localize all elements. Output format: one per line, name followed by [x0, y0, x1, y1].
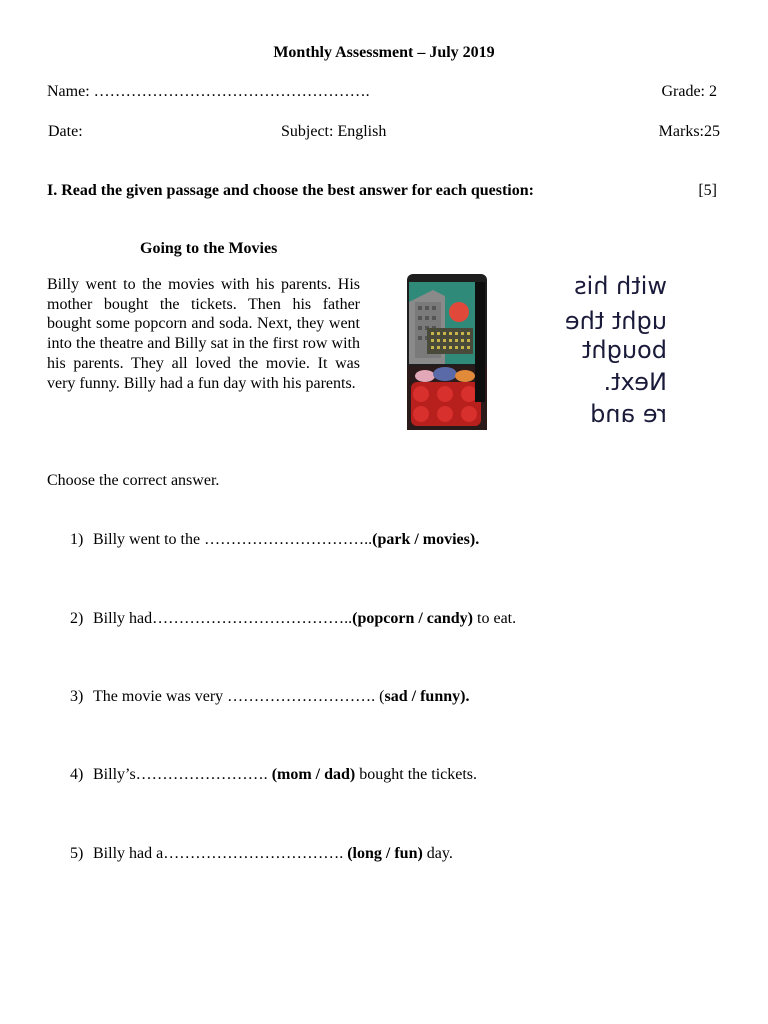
theater-phone-image	[407, 274, 487, 430]
question-text: Billy went to the …………………………..	[93, 531, 373, 548]
marks-label: Marks:25	[658, 123, 720, 140]
question-text: The movie was very ………………………. (	[93, 688, 385, 705]
mirrored-text-graphic	[565, 272, 667, 428]
question-3	[70, 688, 469, 706]
section-marks: [5]	[698, 182, 717, 199]
name-label: Name:	[47, 83, 90, 100]
question-2	[70, 610, 516, 628]
svg-text:re and: re and	[590, 400, 667, 428]
name-line	[47, 83, 370, 101]
page-title: Monthly Assessment – July 2019	[273, 44, 495, 61]
question-options: (popcorn / candy)	[352, 610, 474, 627]
question-text-end: day.	[422, 845, 453, 862]
question-options: (long / fun)	[347, 845, 423, 862]
question-options: (park / movies).	[372, 531, 480, 548]
passage-title: Going to the Movies	[140, 240, 278, 257]
grade-label: Grade: 2	[661, 83, 717, 100]
question-text: Billy had………………………………..	[93, 610, 353, 627]
question-text-end: to eat.	[473, 610, 517, 627]
question-number: 4)	[70, 766, 84, 783]
question-number: 5)	[70, 845, 84, 862]
svg-text:ught the: ught the	[564, 307, 667, 335]
question-text: Billy had a…………………………….	[93, 845, 348, 862]
name-blank: …………………………………………….	[93, 83, 370, 100]
svg-text:Next.: Next.	[603, 368, 667, 396]
movie-theater-illustration	[405, 272, 675, 432]
instruction-text: Choose the correct answer.	[47, 472, 220, 489]
question-number: 2)	[70, 610, 84, 627]
question-5	[70, 845, 453, 863]
question-number: 1)	[70, 531, 84, 548]
question-text-end: bought the tickets.	[355, 766, 478, 783]
section-heading: I. Read the given passage and choose the best answer for each question:	[47, 182, 534, 199]
question-text: Billy’s…………………….	[93, 766, 272, 783]
question-number: 3)	[70, 688, 84, 705]
question-4	[70, 766, 477, 784]
question-options: (mom / dad)	[271, 766, 356, 783]
question-options: sad / funny).	[384, 688, 470, 705]
svg-text:with his: with his	[574, 272, 667, 300]
passage-text: Billy went to the movies with his parents. His mother bought the tickets. Then his father bought some popcorn and soda. Next, they went into the theatre and Billy sat in the first row with his parents. They all loved the movie. It was very funny. Billy had a fun day with his parents.	[47, 276, 360, 392]
date-label: Date:	[48, 123, 83, 140]
subject-label: Subject: English	[281, 123, 387, 140]
question-1	[70, 531, 479, 549]
svg-text:bought: bought	[582, 336, 667, 364]
